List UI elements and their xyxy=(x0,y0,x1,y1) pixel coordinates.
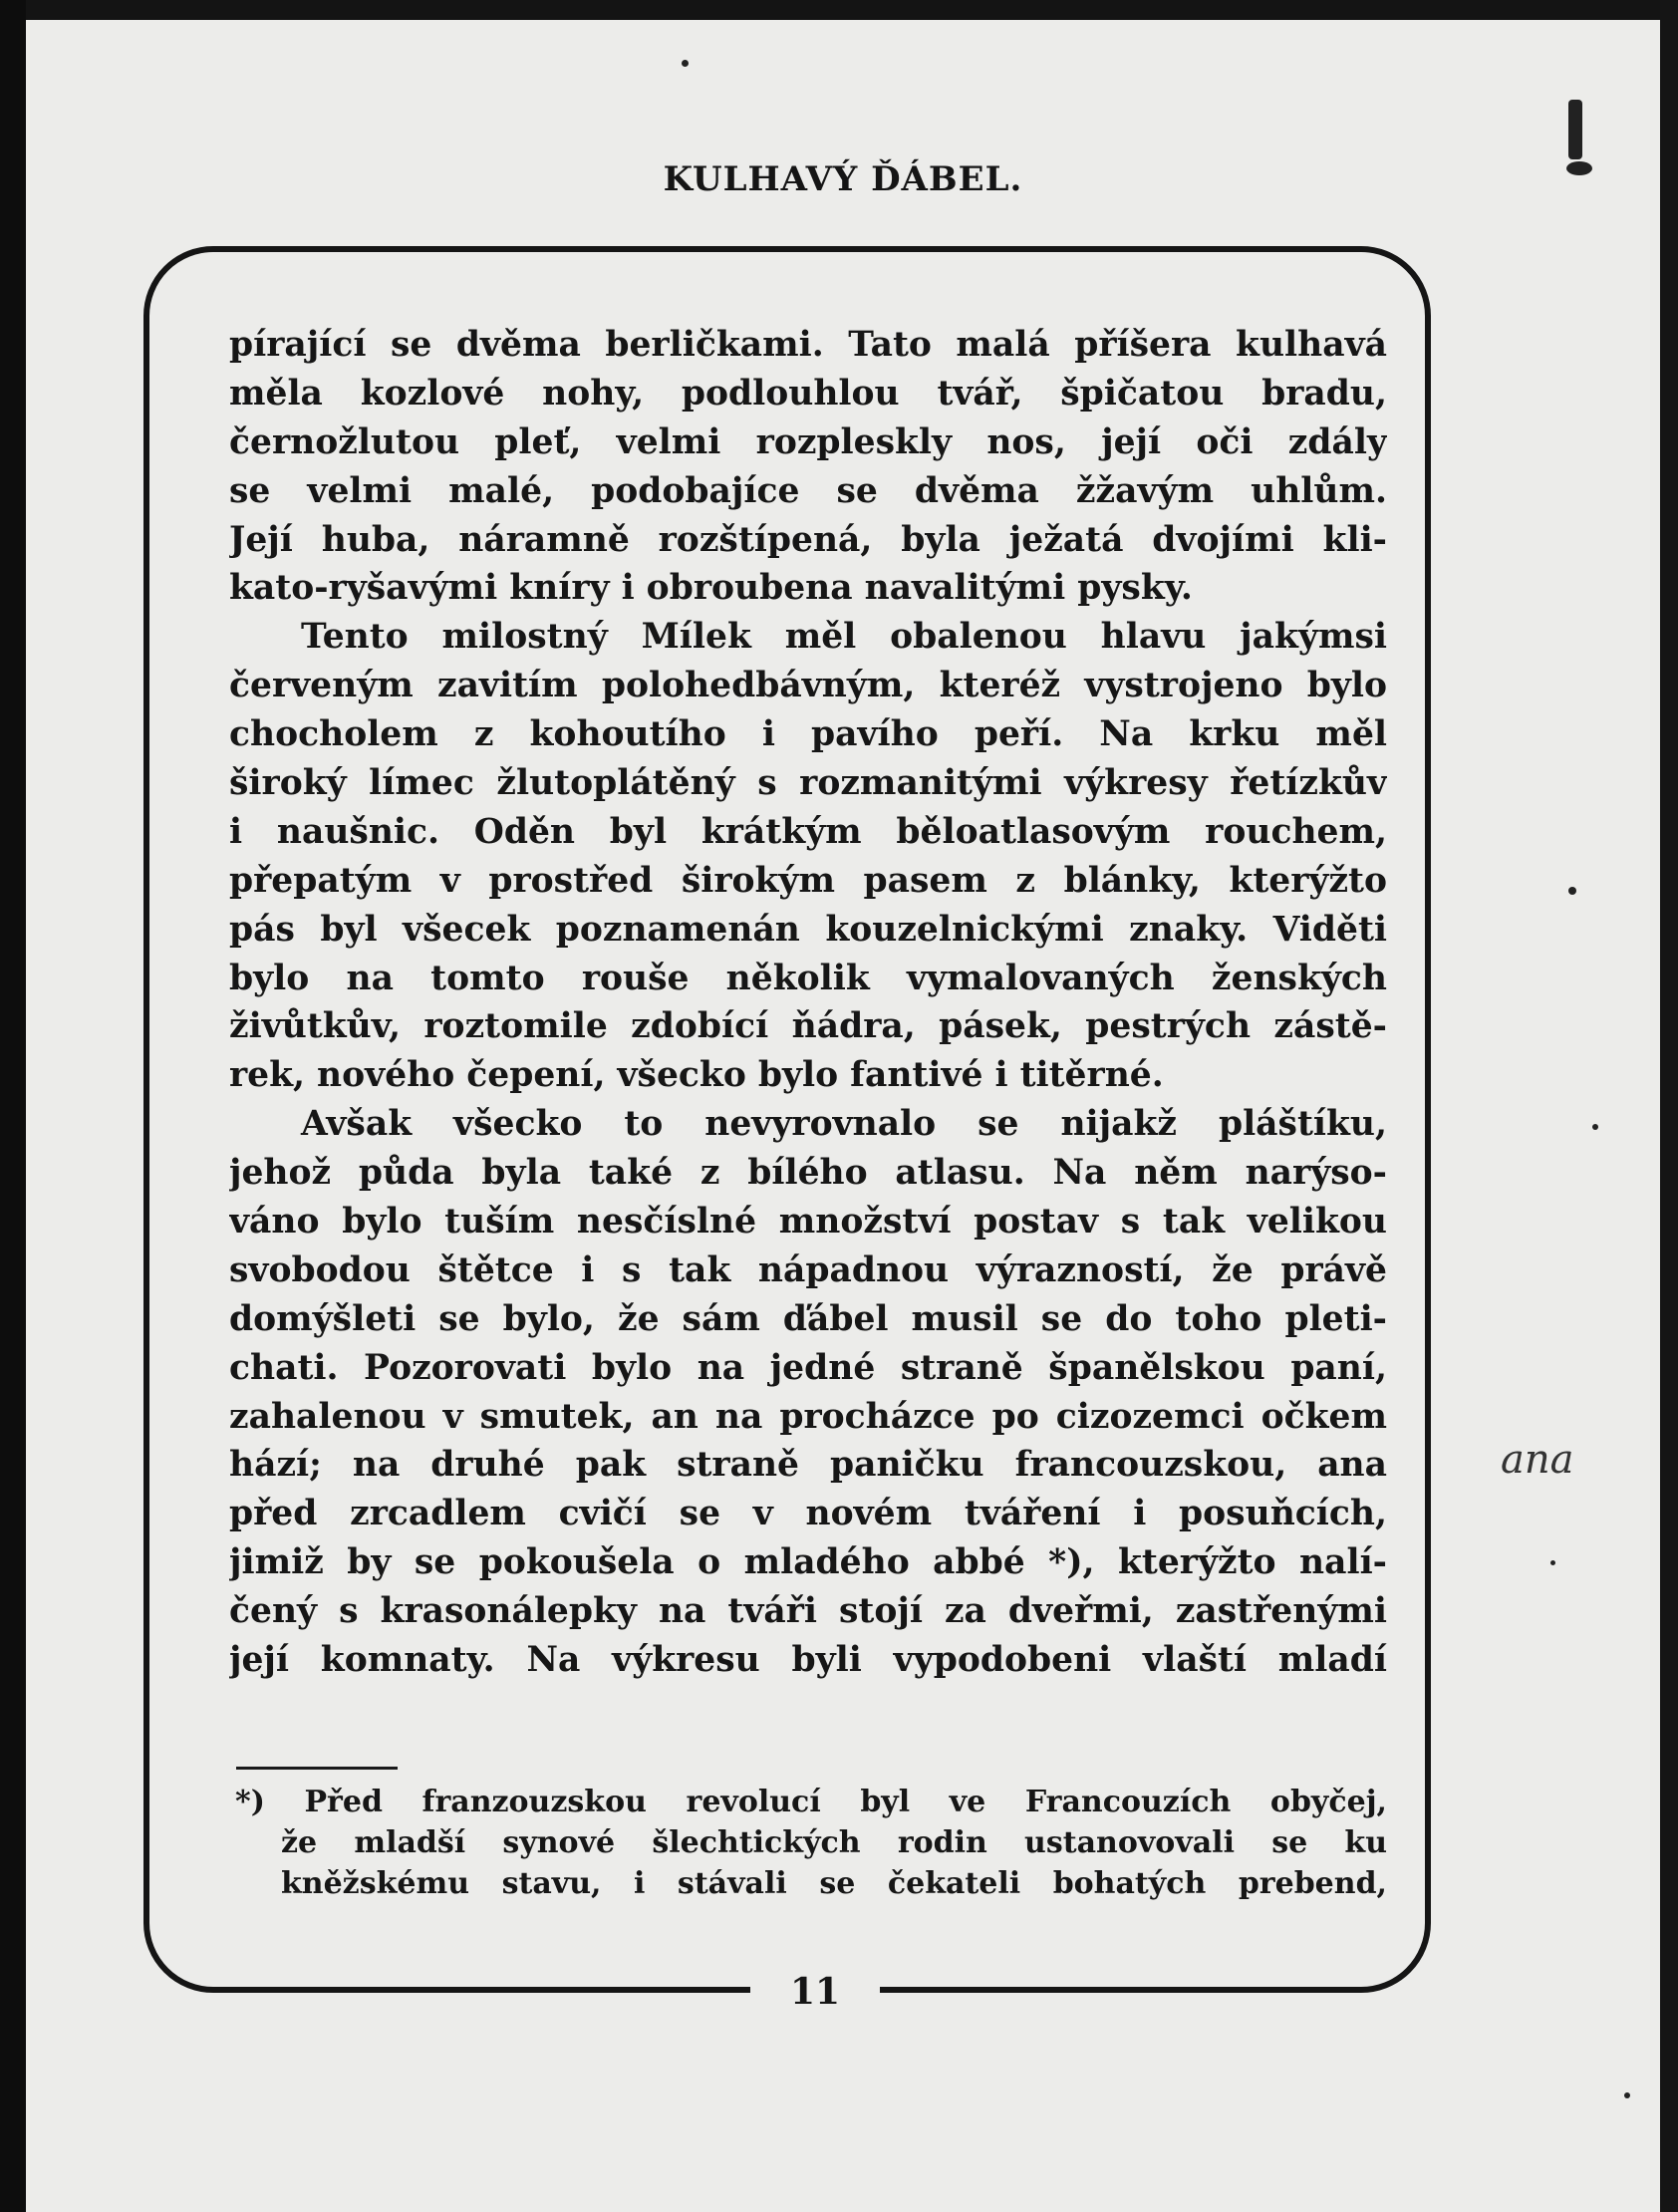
text-line: bylo na tomto rouše několik vymalovaných ženských xyxy=(229,958,1387,998)
text-line: čený s krasonálepky na tváři stojí za dveřmi, zastřenými xyxy=(229,1591,1387,1632)
running-head: KULHAVÝ ĎÁBEL. xyxy=(663,159,1023,199)
scan-speck xyxy=(1568,100,1582,159)
footnote xyxy=(235,1782,1387,1904)
text-line: i naušnic. Oděn byl krátkým běloatlasovým rouchem, xyxy=(229,811,1387,852)
text-line: černožlutou pleť, velmi rozpleskly nos, její oči zdály xyxy=(229,421,1387,462)
text-line: měla kozlové nohy, podlouhlou tvář, špičatou bradu, xyxy=(229,373,1387,414)
text-line: váno bylo tuším nesčíslné množství postav s tak velikou xyxy=(229,1202,1387,1243)
handwritten-margin-note: ana xyxy=(1501,1437,1574,1483)
scan-speck xyxy=(682,60,689,67)
text-line: přepatým v prostřed širokým pasem z blánky, kterýžto xyxy=(229,860,1387,901)
text-line: rek, nového čepení, všecko bylo fantivé i titěrné. xyxy=(229,1055,1164,1096)
footnote-line: že mladší synové šlechtických rodin ustanovovali se ku xyxy=(281,1825,1387,1860)
body-text xyxy=(229,321,1387,1685)
text-line: kato-ryšavými kníry i obroubena navalitými pysky. xyxy=(229,568,1193,609)
text-line: jimiž by se pokoušela o mladého abbé *), kterýžto nalí- xyxy=(229,1542,1387,1583)
text-line: zahalenou v smutek, an na procházce po cizozemci očkem xyxy=(229,1396,1387,1437)
scan-speck xyxy=(1592,1124,1598,1130)
text-line: se velmi malé, podobajíce se dvěma žžavým uhlům. xyxy=(229,470,1387,511)
text-line: Tento milostný Mílek měl obalenou hlavu jakýmsi xyxy=(301,617,1387,658)
text-line: pás byl všecek poznamenán kouzelnickými znaky. Viděti xyxy=(229,909,1387,950)
scan-left-edge xyxy=(0,0,26,2212)
text-line: pírající se dvěma berličkami. Tato malá příšera kulhavá xyxy=(229,325,1387,365)
scan-right-edge xyxy=(1660,0,1678,2212)
scan-speck xyxy=(1568,887,1576,895)
text-line: široký límec žlutoplátěný s rozmanitými výkresy řetízkův xyxy=(229,763,1387,804)
text-line: domýšleti se bylo, že sám ďábel musil se do toho pleti- xyxy=(229,1298,1387,1339)
text-line: živůtkův, roztomile zdobící ňádra, pásek, pestrých zástě- xyxy=(229,1006,1387,1047)
scan-speck xyxy=(1624,2092,1630,2098)
scan-speck xyxy=(1550,1560,1555,1565)
text-line: Její huba, náramně rozštípená, byla ježatá dvojími kli- xyxy=(229,519,1387,560)
text-line: její komnaty. Na výkresu byli vypodobeni vlaští mladí xyxy=(229,1640,1387,1681)
text-line: červeným zavitím polohedbávným, kteréž vystrojeno bylo xyxy=(229,666,1387,706)
text-line: Avšak všecko to nevyrovnalo se nijakž pláštíku, xyxy=(301,1104,1387,1145)
text-line: chati. Pozorovati bylo na jedné straně španělskou paní, xyxy=(229,1347,1387,1388)
text-line: jehož půda byla také z bílého atlasu. Na něm narýso- xyxy=(229,1153,1387,1194)
text-line: svobodou štětce i s tak nápadnou výrazností, že právě xyxy=(229,1249,1387,1290)
footnote-line: kněžskému stavu, i stávali se čekateli bohatých prebend, xyxy=(281,1866,1387,1901)
text-line: před zrcadlem cvičí se v novém tváření i posuňcích, xyxy=(229,1494,1387,1534)
text-line: hází; na druhé pak straně paničku francouzskou, ana xyxy=(229,1445,1387,1486)
scan-speck xyxy=(1566,161,1592,175)
footnote-line: *) Před franzouzskou revolucí byl ve Francouzích obyčej, xyxy=(235,1785,1387,1819)
text-line: chocholem z kohoutího i pavího peří. Na krku měl xyxy=(229,714,1387,755)
footnote-rule xyxy=(236,1767,398,1770)
book-page xyxy=(26,20,1660,2212)
page-number: 11 xyxy=(789,1971,841,2013)
